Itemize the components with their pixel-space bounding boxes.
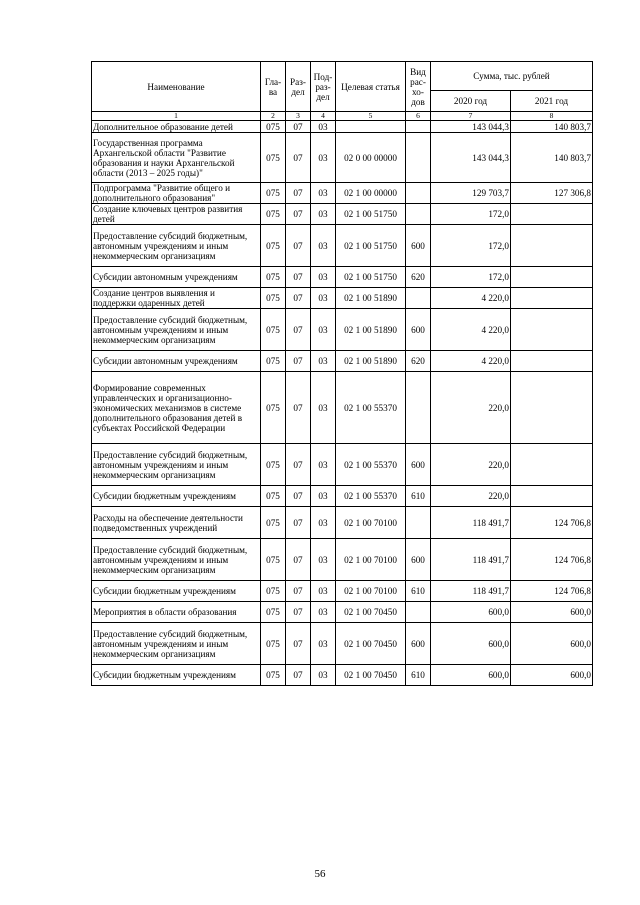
table-row <box>92 225 593 267</box>
table-row <box>92 133 593 183</box>
page-number: 56 <box>314 868 326 880</box>
cell-vid <box>406 133 431 183</box>
cell-y2020: 172,0 <box>431 267 511 288</box>
cell-y2021 <box>511 225 593 267</box>
cell-glava: 075 <box>261 507 286 539</box>
cell-y2021: 124 706,8 <box>511 507 593 539</box>
cell-y2020: 172,0 <box>431 204 511 225</box>
cell-statya: 02 1 00 70100 <box>336 507 406 539</box>
cell-vid: 600 <box>406 225 431 267</box>
cell-y2020: 4 220,0 <box>431 309 511 351</box>
cell-vid: 600 <box>406 623 431 665</box>
table-row <box>92 581 593 602</box>
cell-statya: 02 1 00 70100 <box>336 581 406 602</box>
cell-glava: 075 <box>261 539 286 581</box>
cell-name: Создание центров выявления и поддержки одаренных детей <box>92 288 261 309</box>
table-row <box>92 444 593 486</box>
table-row <box>92 602 593 623</box>
cell-name: Дополнительное образование детей <box>92 121 261 133</box>
cell-razdel: 07 <box>286 444 311 486</box>
cell-statya: 02 1 00 70450 <box>336 602 406 623</box>
cell-razdel: 07 <box>286 623 311 665</box>
column-number: 6 <box>406 112 431 121</box>
cell-razdel: 07 <box>286 121 311 133</box>
cell-podrazdel: 03 <box>311 486 336 507</box>
cell-name: Мероприятия в области образования <box>92 602 261 623</box>
header-summa: Сумма, тыс. рублей <box>431 62 593 91</box>
cell-glava: 075 <box>261 444 286 486</box>
cell-y2020: 220,0 <box>431 444 511 486</box>
cell-glava: 075 <box>261 309 286 351</box>
cell-glava: 075 <box>261 665 286 686</box>
header-year-2021: 2021 год <box>511 91 593 112</box>
cell-y2020: 600,0 <box>431 665 511 686</box>
cell-podrazdel: 03 <box>311 539 336 581</box>
cell-podrazdel: 03 <box>311 204 336 225</box>
cell-glava: 075 <box>261 581 286 602</box>
cell-name: Субсидии бюджетным учреждениям <box>92 581 261 602</box>
cell-name: Государственная программа Архангельской области "Развитие образования и науки Архангельской области (2013 – 2025 годы)" <box>92 133 261 183</box>
table-row <box>92 121 593 133</box>
cell-statya: 02 1 00 70100 <box>336 539 406 581</box>
cell-razdel: 07 <box>286 288 311 309</box>
cell-glava: 075 <box>261 351 286 372</box>
cell-y2020: 4 220,0 <box>431 288 511 309</box>
cell-statya: 02 1 00 00000 <box>336 183 406 204</box>
table-row <box>92 183 593 204</box>
cell-y2021: 127 306,8 <box>511 183 593 204</box>
table-row <box>92 486 593 507</box>
header-podrazdel: Под-раз-дел <box>311 62 336 112</box>
cell-name: Субсидии бюджетным учреждениям <box>92 486 261 507</box>
cell-glava: 075 <box>261 372 286 444</box>
column-number: 3 <box>286 112 311 121</box>
cell-podrazdel: 03 <box>311 133 336 183</box>
cell-statya: 02 1 00 51890 <box>336 288 406 309</box>
column-number: 2 <box>261 112 286 121</box>
cell-y2020: 118 491,7 <box>431 539 511 581</box>
cell-glava: 075 <box>261 267 286 288</box>
cell-y2021 <box>511 309 593 351</box>
cell-y2020: 118 491,7 <box>431 581 511 602</box>
cell-y2021: 140 803,7 <box>511 133 593 183</box>
cell-vid <box>406 288 431 309</box>
cell-statya: 02 0 00 00000 <box>336 133 406 183</box>
cell-statya: 02 1 00 55370 <box>336 444 406 486</box>
cell-podrazdel: 03 <box>311 372 336 444</box>
cell-podrazdel: 03 <box>311 602 336 623</box>
table-row <box>92 309 593 351</box>
cell-podrazdel: 03 <box>311 581 336 602</box>
cell-y2021 <box>511 351 593 372</box>
cell-podrazdel: 03 <box>311 309 336 351</box>
cell-razdel: 07 <box>286 183 311 204</box>
cell-statya: 02 1 00 51750 <box>336 225 406 267</box>
cell-name: Формирование современных управленческих и организационно-экономических механизмов в системе дополнительного образования детей в субъектах Российской Федерации <box>92 372 261 444</box>
cell-y2020: 220,0 <box>431 372 511 444</box>
cell-vid: 610 <box>406 581 431 602</box>
cell-podrazdel: 03 <box>311 623 336 665</box>
cell-y2021 <box>511 288 593 309</box>
cell-statya: 02 1 00 51890 <box>336 351 406 372</box>
cell-razdel: 07 <box>286 204 311 225</box>
cell-glava: 075 <box>261 133 286 183</box>
cell-name: Создание ключевых центров развития детей <box>92 204 261 225</box>
cell-razdel: 07 <box>286 581 311 602</box>
table-row <box>92 372 593 444</box>
cell-glava: 075 <box>261 121 286 133</box>
cell-vid: 600 <box>406 309 431 351</box>
cell-vid <box>406 372 431 444</box>
cell-y2020: 143 044,3 <box>431 121 511 133</box>
cell-name: Предоставление субсидий бюджетным, автономным учреждениям и иным некоммерческим организациям <box>92 444 261 486</box>
cell-razdel: 07 <box>286 309 311 351</box>
cell-razdel: 07 <box>286 665 311 686</box>
cell-y2020: 172,0 <box>431 225 511 267</box>
cell-statya: 02 1 00 55370 <box>336 486 406 507</box>
cell-glava: 075 <box>261 623 286 665</box>
cell-razdel: 07 <box>286 602 311 623</box>
cell-vid: 610 <box>406 486 431 507</box>
cell-podrazdel: 03 <box>311 267 336 288</box>
cell-vid: 600 <box>406 444 431 486</box>
cell-razdel: 07 <box>286 507 311 539</box>
cell-glava: 075 <box>261 486 286 507</box>
cell-podrazdel: 03 <box>311 665 336 686</box>
cell-y2021 <box>511 444 593 486</box>
cell-glava: 075 <box>261 183 286 204</box>
table-row <box>92 665 593 686</box>
column-number: 5 <box>336 112 406 121</box>
cell-y2021: 124 706,8 <box>511 539 593 581</box>
cell-statya: 02 1 00 70450 <box>336 665 406 686</box>
cell-glava: 075 <box>261 204 286 225</box>
header-razdel: Раз-дел <box>286 62 311 112</box>
cell-vid <box>406 121 431 133</box>
cell-podrazdel: 03 <box>311 183 336 204</box>
cell-razdel: 07 <box>286 486 311 507</box>
column-number: 8 <box>511 112 593 121</box>
cell-statya <box>336 121 406 133</box>
table-row <box>92 623 593 665</box>
cell-vid: 600 <box>406 539 431 581</box>
cell-vid: 610 <box>406 665 431 686</box>
cell-vid: 620 <box>406 351 431 372</box>
cell-name: Подпрограмма "Развитие общего и дополнительного образования" <box>92 183 261 204</box>
header-glava: Гла-ва <box>261 62 286 112</box>
table-row <box>92 351 593 372</box>
cell-glava: 075 <box>261 288 286 309</box>
cell-podrazdel: 03 <box>311 507 336 539</box>
cell-statya: 02 1 00 51750 <box>336 267 406 288</box>
cell-y2021: 600,0 <box>511 602 593 623</box>
cell-y2021: 600,0 <box>511 665 593 686</box>
cell-razdel: 07 <box>286 539 311 581</box>
header-statya: Целевая статья <box>336 62 406 112</box>
cell-podrazdel: 03 <box>311 121 336 133</box>
cell-name: Предоставление субсидий бюджетным, автономным учреждениям и иным некоммерческим организациям <box>92 225 261 267</box>
cell-podrazdel: 03 <box>311 351 336 372</box>
cell-y2021: 600,0 <box>511 623 593 665</box>
cell-name: Субсидии автономным учреждениям <box>92 267 261 288</box>
cell-razdel: 07 <box>286 267 311 288</box>
cell-razdel: 07 <box>286 133 311 183</box>
cell-glava: 075 <box>261 602 286 623</box>
cell-statya: 02 1 00 70450 <box>336 623 406 665</box>
column-number: 7 <box>431 112 511 121</box>
table-row <box>92 539 593 581</box>
cell-y2020: 129 703,7 <box>431 183 511 204</box>
header-vid: Вид рас-хо-дов <box>406 62 431 112</box>
cell-y2021: 140 803,7 <box>511 121 593 133</box>
cell-y2021 <box>511 204 593 225</box>
cell-podrazdel: 03 <box>311 288 336 309</box>
cell-razdel: 07 <box>286 225 311 267</box>
cell-y2020: 118 491,7 <box>431 507 511 539</box>
cell-podrazdel: 03 <box>311 225 336 267</box>
cell-y2021 <box>511 372 593 444</box>
column-number: 1 <box>92 112 261 121</box>
cell-y2021: 124 706,8 <box>511 581 593 602</box>
cell-name: Предоставление субсидий бюджетным, автономным учреждениям и иным некоммерческим организациям <box>92 309 261 351</box>
cell-glava: 075 <box>261 225 286 267</box>
cell-name: Расходы на обеспечение деятельности подведомственных учреждений <box>92 507 261 539</box>
budget-table <box>91 61 593 686</box>
cell-vid <box>406 204 431 225</box>
cell-vid <box>406 507 431 539</box>
cell-y2020: 220,0 <box>431 486 511 507</box>
cell-y2020: 4 220,0 <box>431 351 511 372</box>
table-row <box>92 288 593 309</box>
cell-vid: 620 <box>406 267 431 288</box>
header-year-2020: 2020 год <box>431 91 511 112</box>
cell-name: Субсидии автономным учреждениям <box>92 351 261 372</box>
cell-y2021 <box>511 267 593 288</box>
cell-statya: 02 1 00 51750 <box>336 204 406 225</box>
cell-y2020: 600,0 <box>431 623 511 665</box>
column-number: 4 <box>311 112 336 121</box>
cell-vid <box>406 183 431 204</box>
cell-y2020: 143 044,3 <box>431 133 511 183</box>
cell-razdel: 07 <box>286 351 311 372</box>
cell-y2021 <box>511 486 593 507</box>
cell-podrazdel: 03 <box>311 444 336 486</box>
cell-name: Предоставление субсидий бюджетным, автономным учреждениям и иным некоммерческим организациям <box>92 623 261 665</box>
cell-name: Субсидии бюджетным учреждениям <box>92 665 261 686</box>
cell-razdel: 07 <box>286 372 311 444</box>
header-name: Наименование <box>92 62 261 112</box>
cell-statya: 02 1 00 51890 <box>336 309 406 351</box>
cell-statya: 02 1 00 55370 <box>336 372 406 444</box>
cell-y2020: 600,0 <box>431 602 511 623</box>
table-row <box>92 267 593 288</box>
table-row <box>92 507 593 539</box>
cell-name: Предоставление субсидий бюджетным, автономным учреждениям и иным некоммерческим организациям <box>92 539 261 581</box>
cell-vid <box>406 602 431 623</box>
table-row <box>92 204 593 225</box>
